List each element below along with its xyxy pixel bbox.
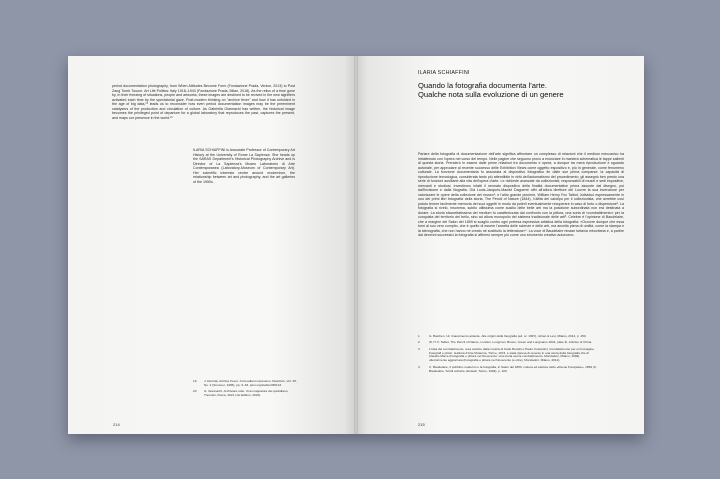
footnote-number: 2 [418,340,420,345]
footnote-text: J. Derrida, Archive Fever: A Freudian Impression, Diacritics, Vol. 25, No. 2 (Summer, 1995), pp. 9–63. jstor.org/stable/465144 [204,379,297,387]
left-intro-text: period documentation photography, from When Attitudes Become Form (Fondazione Prada, Venice, 2013) to Post Zang Tumb Tuuum. Art Life Politics: Italy 1918–1943 (Fondazione Prada, Milan, 2018). As the relics of a time gone by, in their freezing of situations, people and artworks, these images are destined to be revived in the new signifiers activated each time by the spectatorial gaze. Post-modern thinking on "archive fever" and how it has unfolded in the age of big data,¹⁹ leads us to reconsider how even period documentation images may be the preeminent catalysers of the production and circulation of culture. As Gabriella Giannachi has written, the historical image becomes the privileged point of departure for a global laboratory that reproduces the past, captures the present, and maps our presence in the world.²⁰ [112,84,295,120]
footnote [418,335,598,339]
chapter-title [418,81,628,99]
chapter-author: ILARIA SCHIAFFINI [418,70,470,76]
page-number-left: 214 [113,422,120,427]
right-page [356,56,644,434]
footnote [418,348,598,364]
left-footnotes [193,380,299,400]
footnote-text: G. Giannachi, Archiviare tutto. Una mappatura del quotidiano, Treccani, Roma, 2021 (1st Edition, 2016). [204,389,289,398]
footnote-text: G. Batchen, Un rinascimento ardente. Alle origini della fotografia (ed. or. 1997), Johan & Levi, Milano, 2014, p. 150. [429,334,587,338]
right-footnotes [418,335,598,376]
footnote [418,366,598,374]
left-page [68,56,356,434]
footnote [193,380,299,388]
footnote-text: C. Baudelaire, Il pubblico moderno e la fotografia, in Salon del 1859, cuttura ed elettore dello «Revue Française», 1859 (C. Baudelaire, Scritti sull'arte, Einaudi, Torino, 1992), p. 220. [429,364,598,373]
footnote-number: 19 [193,379,197,383]
book-gutter [354,56,358,434]
open-book [68,56,644,434]
footnote-text: L'idea del combattimento, resa celebre dalla mostra di Carlo Bertelli e Paolo Costantini, Combattimento per un'immagine. Fotografi e pittori, Galleria d'Arte Moderna, Torino, 1973, è stata ripresa di recente in una storia della fotografia che di Claudio Marra (Fotografia e pittura nel Novecento: una storia senza combattimento, Mondadori, Milano, 1999), ulteriormente aggiornata (Fotografia e pittura nel Novecento (e oltre), Mondadori, Milano, 2012). [429,346,595,363]
footnote [418,341,598,345]
chapter-body-text: Parlare della fotografia di documentazione dell'arte significa affrontare un complesso di relazioni che il medium meccanico ha intrattenuto con l'opera nel corso del tempo. Nelle pagine che seguono provo a enunciare in maniera schematica le tappe salienti di questa storia. Prenderò in esame dalle prime relazioni tra documento e opera, a dunque tra mera riproduzione e sguardo autoriale, per approdare al recente successo delle Exhibition Views come oggetto espositivo e, più in generale, come fenomeno culturale. La funzione documentaria fu associata al dispositivo fotografico fin dalle sue prima comparse: la capacità di riproduzione tecnologica, considerata tanto più attendibile in virtù dell'automatismo del procedimento, gli assegnò ben presto una serie di funzioni ausiliarie alla vita dell'opera d'arte. Le richieste avanzate da collezionisti, responsabili di musei e sedi espositive, mercanti e studiosi, investirono infatti il neonato dispositivo della finalità documentative prima assunte dal disegno, poi dall'incisione e dalla litografia. Già Louis-Jacques-Mandé Daguerre offrì all'allora direttore del Louvre la sua invenzione per valorizzare le opere della collezione del museo¹; e l'altro grande pioniere, William Henry Fox Talbot, individuò espressamente in uno dei primi libri fotografici della storia, The Pencil of Nature (1844), l'utilità del calotipo per il collezionista, che avrebbe così potuto tenere facilmente memoria dei suoi oggetti in modo da poterli eventualmente recuperare in caso di furto o dispersione². La fotografia si rivelò, insomma, subito utilissima come ausilio delle belle arti ma la posizione subordinata non era destinata a durare. La storia sfaccettatissima del medium fu caratterizzata dal confronto con la pittura, una sorta di «combattimento» per la conquista del territorio del bello, sino ad allora monopolio del sistema tradizionale delle arti³. Celebre è l'opinione di Baudelaire, che a margine del Salon del 1859 si scagliò contro ogni pretesa espressiva artistica della fotografia: «Occorre dunque che essa torni al suo vero compito, che è quello di essere l'ancella delle scienze e delle arti, ma ancella piena di umiltà, come la stampa e la stenografia, che non hanno né creato né sostituito la letteratura»⁴. La voce di Baudelaire rimase tuttavia minoritaria e, a partire dai decenni successivi la fotografia si affermò sempre più come uno strumento creativo autonomo. [418,152,624,237]
footnote-text: W. H. F. Talbot, The Pencil of Nature, London, Longman, Brown, Green and Longmans 1844, plate III, Articles of China. [429,340,593,345]
author-bio: ILARIA SCHIAFFINI is Associate Professor of Contemporary Art History at the University of Rome La Sapienza. She heads up the SARAS Department's Historical Photography Archive and is Director of La Sapienza's Museo Laboratorio di Arte Contemporanea (Laboratory-Museum of Contemporary Art). Her scientific interests centre around modernism, the relationship between art and photography, and the art galleries of the 1950s. [193,148,295,184]
page-number-right: 215 [418,422,425,427]
chapter-title-line: Quando la fotografia documenta l'arte. [418,81,547,90]
footnote-number: 4 [418,364,420,369]
footnote-number: 20 [193,389,197,394]
chapter-title-line: Qualche nota sulla evoluzione di un genere [418,90,564,99]
footnote [193,390,299,398]
footnote-number: 3 [418,346,420,351]
footnote-number: 1 [418,334,420,338]
